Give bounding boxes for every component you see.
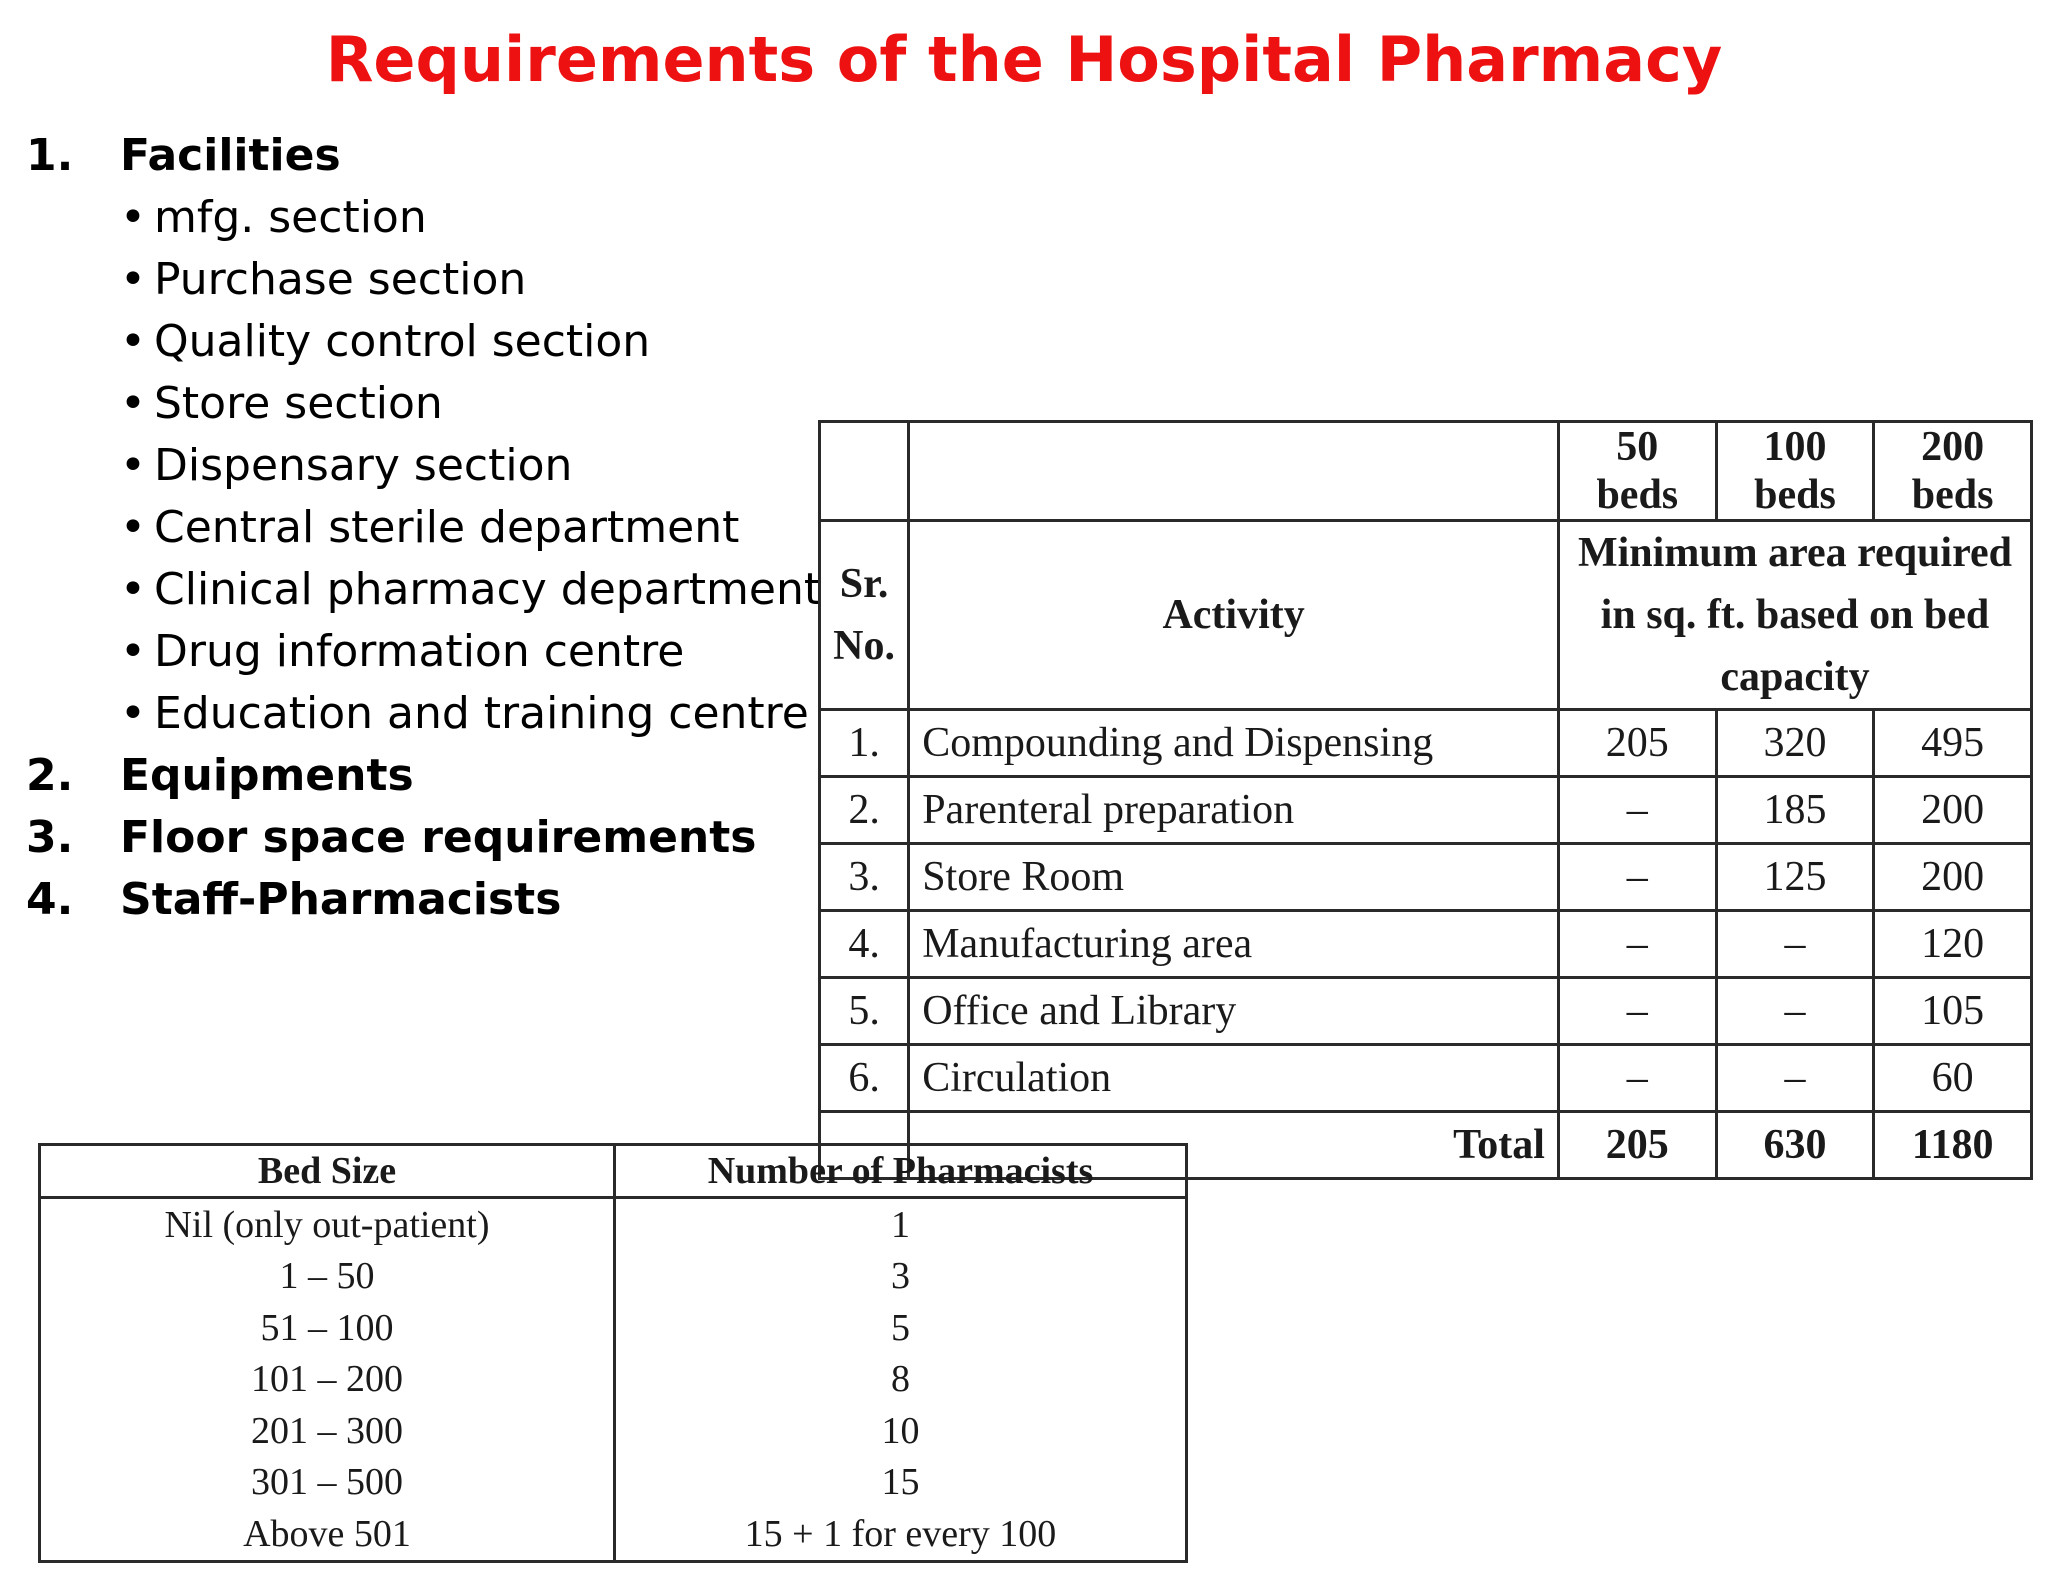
bullet-icon: •: [120, 378, 146, 429]
column-header-area: Minimum area required in sq. ft. based on bed capacity: [1558, 521, 2031, 710]
list-item: • Quality control section: [26, 311, 806, 373]
list-item: • Drug information centre: [26, 621, 806, 683]
pharmacist-staffing-table: [38, 1143, 1188, 1563]
column-header-sr: Sr. No.: [820, 521, 909, 710]
bullet-icon: •: [120, 502, 146, 553]
list-item: • Clinical pharmacy department: [26, 559, 806, 621]
table-row: 3. Store Room – 125 200: [820, 844, 2032, 911]
page-title: Requirements of the Hospital Pharmacy: [325, 23, 1723, 96]
requirements-outline: [26, 125, 822, 931]
table-total-row: Total 205 630 1180: [820, 1112, 2032, 1179]
bullet-icon: •: [120, 688, 146, 739]
table-row: 51 – 100 5: [40, 1302, 1187, 1354]
table-row: Above 501 15 + 1 for every 100: [40, 1508, 1187, 1561]
item-label: Equipments: [120, 750, 414, 801]
facilities-list: [26, 187, 822, 745]
bullet-icon: •: [120, 316, 146, 367]
table-header-row: [40, 1145, 1187, 1198]
item-label: Staff-Pharmacists: [120, 874, 562, 925]
table-row: 301 – 500 15: [40, 1457, 1187, 1509]
list-item: • mfg. section: [26, 187, 806, 249]
column-header-pharmacists: Number of Pharmacists: [615, 1145, 1187, 1198]
list-item: • Store section: [26, 373, 806, 435]
outline-item-facilities: [26, 125, 806, 187]
table-row: 1 – 50 3: [40, 1251, 1187, 1303]
bullet-icon: •: [120, 254, 146, 305]
table-row: 6. Circulation – – 60: [820, 1045, 2032, 1112]
item-number: 3.: [26, 812, 74, 863]
bullet-icon: •: [120, 192, 146, 243]
total-label: Total: [909, 1112, 1559, 1179]
table-row: Nil (only out-patient) 1: [40, 1198, 1187, 1251]
outline-item-equipments: [26, 745, 806, 807]
table-row: 1. Compounding and Dispensing 205 320 495: [820, 710, 2032, 777]
table-row: 201 – 300 10: [40, 1405, 1187, 1457]
table-row: 5. Office and Library – – 105: [820, 978, 2032, 1045]
list-item: • Dispensary section: [26, 435, 806, 497]
item-number: 2.: [26, 750, 74, 801]
list-item: • Central sterile department: [26, 497, 806, 559]
bullet-icon: •: [120, 626, 146, 677]
bullet-icon: •: [120, 440, 146, 491]
outline-item-floor-space: [26, 807, 806, 869]
column-header: 200 beds: [1874, 422, 2032, 521]
column-header-activity: Activity: [909, 521, 1559, 710]
table-row: 2. Parenteral preparation – 185 200: [820, 777, 2032, 844]
item-label: Facilities: [120, 130, 341, 181]
table-row: 4. Manufacturing area – – 120: [820, 911, 2032, 978]
floor-space-table: [818, 420, 2033, 1180]
list-item: • Purchase section: [26, 249, 806, 311]
bullet-icon: •: [120, 564, 146, 615]
item-number: 4.: [26, 874, 74, 925]
table-row: 101 – 200 8: [40, 1354, 1187, 1406]
column-header: 100 beds: [1716, 422, 1874, 521]
column-header-bed-size: Bed Size: [40, 1145, 615, 1198]
item-number: 1.: [26, 130, 74, 181]
item-label: Floor space requirements: [120, 812, 757, 863]
table-header-row: [820, 521, 2032, 710]
list-item: • Education and training centre: [26, 683, 806, 745]
table-header-row: [820, 422, 2032, 521]
outline-item-staff: [26, 869, 806, 931]
column-header: 50 beds: [1558, 422, 1716, 521]
